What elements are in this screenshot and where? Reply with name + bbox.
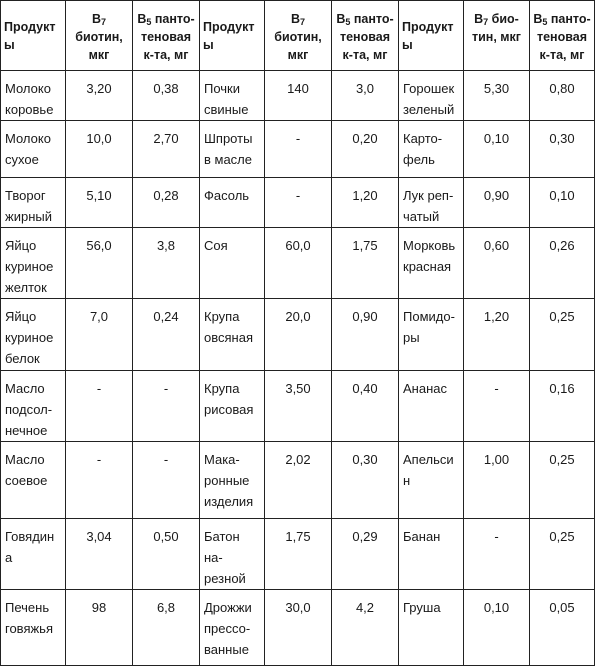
b5-subscript: 5 [542,17,548,27]
b5-value: 0,25 [530,299,595,371]
b7-value: 7,0 [66,299,133,371]
table-row [1,442,595,519]
b5-value: 0,28 [133,178,200,228]
b7-value: 5,30 [464,71,530,121]
header-b5-pantothenic-2 [332,1,399,71]
b7-value: 3,50 [265,371,332,442]
b5-letter: B [336,12,346,26]
header-row [1,1,595,71]
b7-value: 3,20 [66,71,133,121]
product-name: Масло подсол-нечное [1,371,66,442]
product-name: Карто-фель [399,121,464,178]
header-b7-biotin-2 [265,1,332,71]
b7-value: 1,75 [265,519,332,590]
b7-value: - [66,371,133,442]
b5-value: 0,38 [133,71,200,121]
b7-value: 10,0 [66,121,133,178]
product-name: Крупа овсяная [200,299,265,371]
b7-value: 0,10 [464,590,530,666]
product-name: Апельсин [399,442,464,519]
header-products-1: Продукты [1,1,66,71]
header-b7-biotin-3 [464,1,530,71]
b5-value: 2,70 [133,121,200,178]
b7-value: 1,20 [464,299,530,371]
product-name: Батон на-резной [200,519,265,590]
b5-value: 0,29 [332,519,399,590]
product-name: Дрожжи прессо-ванные [200,590,265,666]
product-name: Молоко коровье [1,71,66,121]
b5-value: 0,30 [530,121,595,178]
b7-value: - [265,178,332,228]
b7-label: био-тин, мкг [471,12,521,44]
product-name: Помидо-ры [399,299,464,371]
product-name: Яйцо куриное белок [1,299,66,371]
header-b7-biotin-1 [66,1,133,71]
b7-value: 30,0 [265,590,332,666]
table-row [1,519,595,590]
b5-letter: B [137,12,147,26]
b7-value: 20,0 [265,299,332,371]
b5-value: 0,25 [530,442,595,519]
product-name: Творог жирный [1,178,66,228]
table-row [1,371,595,442]
b7-value: - [464,371,530,442]
b7-value: - [464,519,530,590]
b7-value: 0,10 [464,121,530,178]
product-name: Морковь красная [399,228,464,299]
product-name: Ананас [399,371,464,442]
b7-value: 2,02 [265,442,332,519]
b7-value: 98 [66,590,133,666]
b7-subscript: 7 [300,17,306,27]
b5-value: 4,2 [332,590,399,666]
b5-value: 0,05 [530,590,595,666]
table-row [1,228,595,299]
b5-value: 0,40 [332,371,399,442]
b5-value: - [133,442,200,519]
product-name: Говядина [1,519,66,590]
product-name: Масло соевое [1,442,66,519]
b5-value: 1,20 [332,178,399,228]
b5-value: 3,8 [133,228,200,299]
product-name: Соя [200,228,265,299]
b5-value: 0,30 [332,442,399,519]
b7-letter: B [91,12,101,26]
b5-value: 0,10 [530,178,595,228]
b5-value: 0,80 [530,71,595,121]
header-products-3: Продукты [399,1,464,71]
b5-subscript: 5 [146,17,152,27]
product-name: Груша [399,590,464,666]
b7-subscript: 7 [483,17,489,27]
header-products-2: Продукты [200,1,265,71]
b7-label: биотин, мкг [75,30,123,62]
b5-value: 0,20 [332,121,399,178]
b7-value: 3,04 [66,519,133,590]
product-name: Шпроты в масле [200,121,265,178]
b5-value: 0,16 [530,371,595,442]
table-row [1,299,595,371]
product-name: Печень говяжья [1,590,66,666]
product-name: Мака-ронные изделия [200,442,265,519]
b7-value: - [265,121,332,178]
product-name: Банан [399,519,464,590]
b5-value: 0,24 [133,299,200,371]
b5-label: панто-теновая к-та, мг [536,12,591,62]
b7-value: - [66,442,133,519]
b7-subscript: 7 [101,17,107,27]
product-name: Крупа рисовая [200,371,265,442]
b5-letter: B [533,12,543,26]
b5-subscript: 5 [345,17,351,27]
table-row [1,178,595,228]
b7-value: 5,10 [66,178,133,228]
product-name: Яйцо куриное желток [1,228,66,299]
b5-label: панто-теновая к-та, мг [339,12,394,62]
b7-value: 140 [265,71,332,121]
b5-value: 6,8 [133,590,200,666]
b7-value: 1,00 [464,442,530,519]
b7-value: 0,90 [464,178,530,228]
b5-value: 0,25 [530,519,595,590]
product-name: Лук реп-чатый [399,178,464,228]
product-name: Молоко сухое [1,121,66,178]
b5-value: 0,50 [133,519,200,590]
b7-letter: B [474,12,484,26]
table-row [1,71,595,121]
b7-value: 60,0 [265,228,332,299]
product-name: Почки свиные [200,71,265,121]
b5-label: панто-теновая к-та, мг [140,12,195,62]
b7-value: 56,0 [66,228,133,299]
header-b5-pantothenic-1 [133,1,200,71]
header-b5-pantothenic-3 [530,1,595,71]
b5-value: - [133,371,200,442]
b7-value: 0,60 [464,228,530,299]
b5-value: 1,75 [332,228,399,299]
b5-value: 0,26 [530,228,595,299]
product-name: Фасоль [200,178,265,228]
b7-letter: B [290,12,300,26]
table-row [1,121,595,178]
b5-value: 0,90 [332,299,399,371]
b7-label: биотин, мкг [274,30,322,62]
table-row [1,590,595,666]
b5-value: 3,0 [332,71,399,121]
product-name: Горошек зеленый [399,71,464,121]
